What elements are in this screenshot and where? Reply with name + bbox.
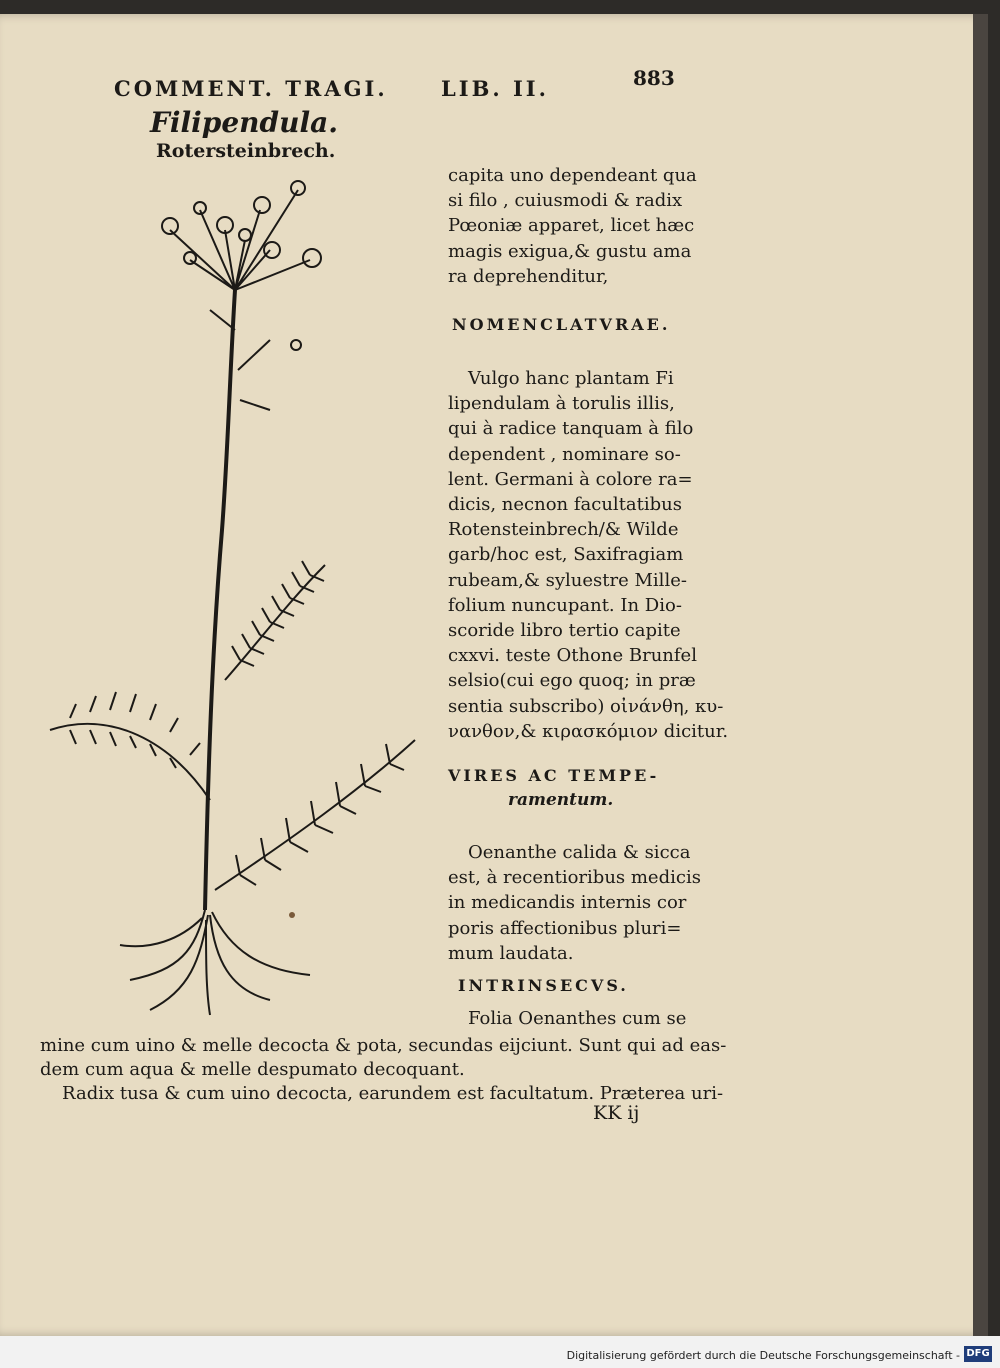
signature-mark: KK ij — [593, 1102, 640, 1124]
text-line: dependent , nominare so- — [448, 443, 681, 465]
dfg-logo: DFG — [964, 1346, 992, 1362]
footer-credit: Digitalisierung gefördert durch die Deutsche Forschungsgemeinschaft - — [566, 1349, 960, 1362]
text-line: si filo , cuiusmodi & radix — [448, 190, 683, 212]
section-heading-nomenclaturae: NOMENCLATVRAE. — [452, 315, 671, 334]
intro-paragraph — [448, 163, 697, 289]
text-line: capita uno dependeant qua — [448, 165, 697, 186]
nomenclaturae-paragraph — [448, 366, 729, 744]
text-line: garb/hoc est, Saxifragiam — [448, 544, 684, 566]
text-line: mine cum uino & melle decocta & pota, secundas eijciunt. Sunt qui ad eas- — [40, 1035, 727, 1056]
text-line: lipendulam à torulis illis, — [448, 393, 675, 415]
text-line: poris affectionibus pluri= — [448, 917, 682, 939]
text-line: rubeam,& syluestre Mille- — [448, 569, 687, 591]
plant-woodcut-illustration — [30, 170, 450, 1030]
book-number: LIB. II. — [441, 76, 549, 101]
text-line: Rotensteinbrech/& Wilde — [448, 519, 679, 541]
vires-paragraph — [448, 840, 701, 966]
plant-latin-name: Filipendula. — [150, 106, 339, 139]
text-line: Pœoniæ apparet, licet hæc — [448, 215, 695, 237]
page-number: 883 — [633, 66, 675, 90]
plant-german-name: Rotersteinbrech. — [156, 140, 336, 162]
text-line: mum laudata. — [448, 942, 574, 964]
text-line: scoride libro tertio capite — [448, 620, 681, 642]
text-line: Folia Oenanthes cum se — [468, 1008, 687, 1029]
text-line: cxxvi. teste Othone Brunfel — [448, 645, 697, 667]
section-heading-vires: VIRES AC TEMPE- — [448, 766, 660, 785]
text-line: qui à radice tanquam à filo — [448, 418, 694, 440]
text-line: lent. Germani à colore ra= — [448, 468, 693, 490]
text-line: folium nuncupant. In Dio- — [448, 594, 682, 616]
text-line: Vulgo hanc plantam Fi — [468, 368, 674, 389]
section-subheading-vires: ramentum. — [508, 790, 614, 810]
text-line: est, à recentioribus medicis — [448, 867, 701, 889]
text-line: Oenanthe calida & sicca — [468, 842, 691, 863]
intrinsecus-first-line — [468, 1006, 708, 1031]
page-edge — [973, 14, 988, 1336]
text-line: Radix tusa & cum uino decocta, earundem est facultatum. Præterea uri- — [62, 1083, 724, 1104]
text-line: νανθον,& κιρασκόμιον dicitur. — [448, 720, 729, 742]
section-heading-intrinsecus: INTRINSECVS. — [458, 976, 629, 995]
text-line: ra deprehenditur, — [448, 265, 609, 287]
text-line: sentia subscribo) οἰνάνθη, κυ- — [448, 695, 724, 717]
text-line: selsio(cui ego quoq; in præ — [448, 670, 696, 692]
text-line: dem cum aqua & melle despumato decoquant. — [40, 1059, 465, 1080]
running-title: COMMENT. TRAGI. — [114, 76, 388, 101]
text-line: dicis, necnon facultatibus — [448, 494, 682, 516]
text-line: magis exigua,& gustu ama — [448, 240, 692, 262]
text-line: in medicandis internis cor — [448, 892, 687, 914]
intrinsecus-paragraph — [40, 1034, 727, 1106]
